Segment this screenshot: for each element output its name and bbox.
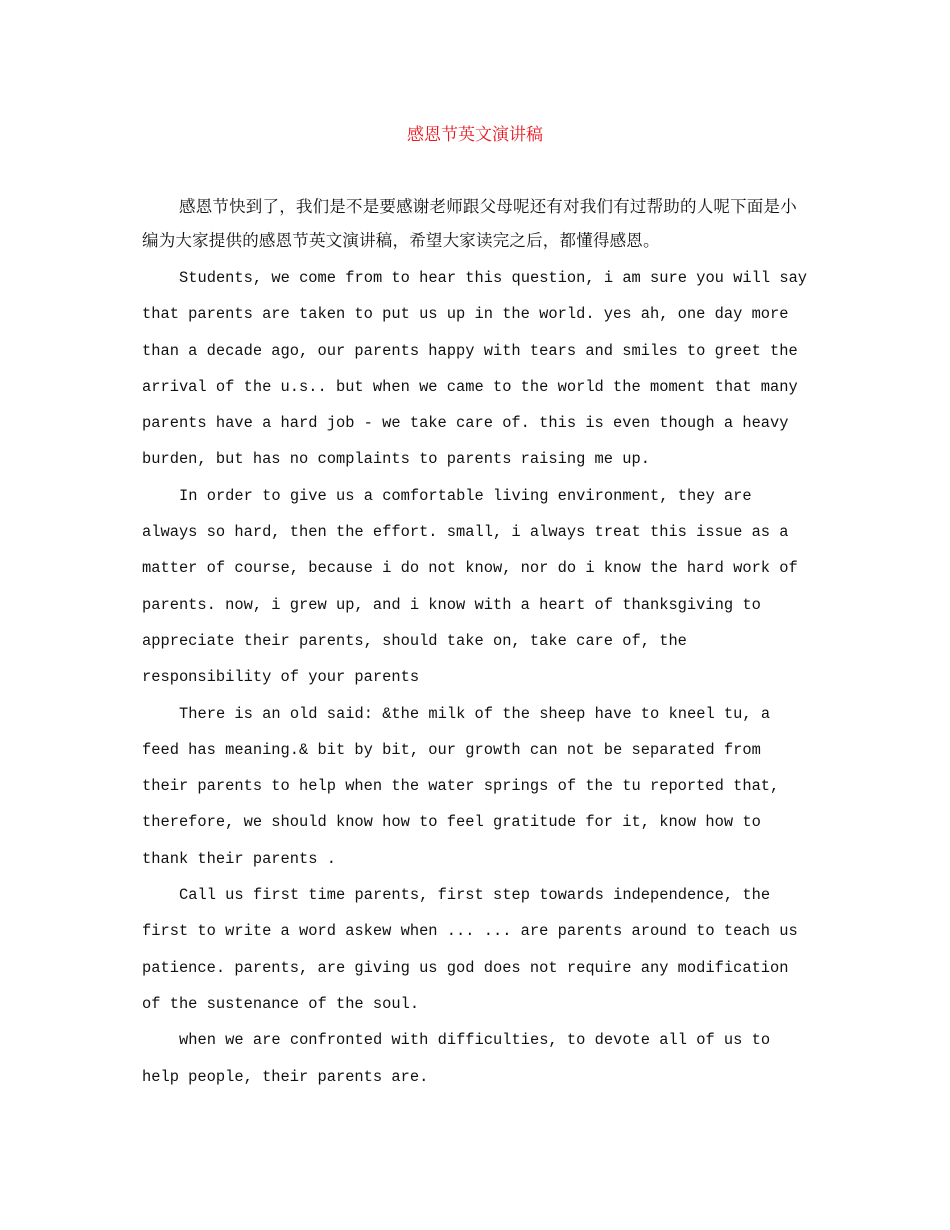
body-paragraph-1: Students, we come from to hear this question, i am sure you will say that parents are taken to put us up in the world. yes ah, one day more than a decade ago, our parents happy with tears and smiles to greet the arrival of the u.s.. but when we came to the world the moment that many parents have a hard job - we take care of. this is even though a heavy burden, but has no complaints to parents raising me up. bbox=[142, 269, 808, 469]
document-title: 感恩节英文演讲稿 bbox=[407, 125, 543, 145]
document-body bbox=[142, 190, 810, 1095]
intro-paragraph: 感恩节快到了，我们是不是要感谢老师跟父母呢还有对我们有过帮助的人呢下面是小编为大家提供的感恩节英文演讲稿，希望大家读完之后，都懂得感恩。 bbox=[142, 197, 797, 250]
body-paragraph-5: when we are confronted with difficulties, to devote all of us to help people, their parents are. bbox=[142, 1031, 771, 1086]
body-paragraph-4: Call us first time parents, first step towards independence, the first to write a word askew when ... ... are parents around to teach us patience. parents, are giving us god does not require any modification of the sustenance of the soul. bbox=[142, 886, 798, 1013]
body-paragraph-2: In order to give us a comfortable living environment, they are always so hard, then the effort. small, i always treat this issue as a matter of course, because i do not know, nor do i know the hard work of parents. now, i grew up, and i know with a heart of thanksgiving to appreciate their parents, should take on, take care of, the responsibility of your parents bbox=[142, 486, 798, 687]
body-paragraph-3: There is an old said: &the milk of the sheep have to kneel tu, a feed has meaning.& bit by bit, our growth can not be separated from their parents to help when the water springs of the tu reported that, therefore, we should know how to feel gratitude for it, know how to thank their parents . bbox=[142, 704, 780, 868]
